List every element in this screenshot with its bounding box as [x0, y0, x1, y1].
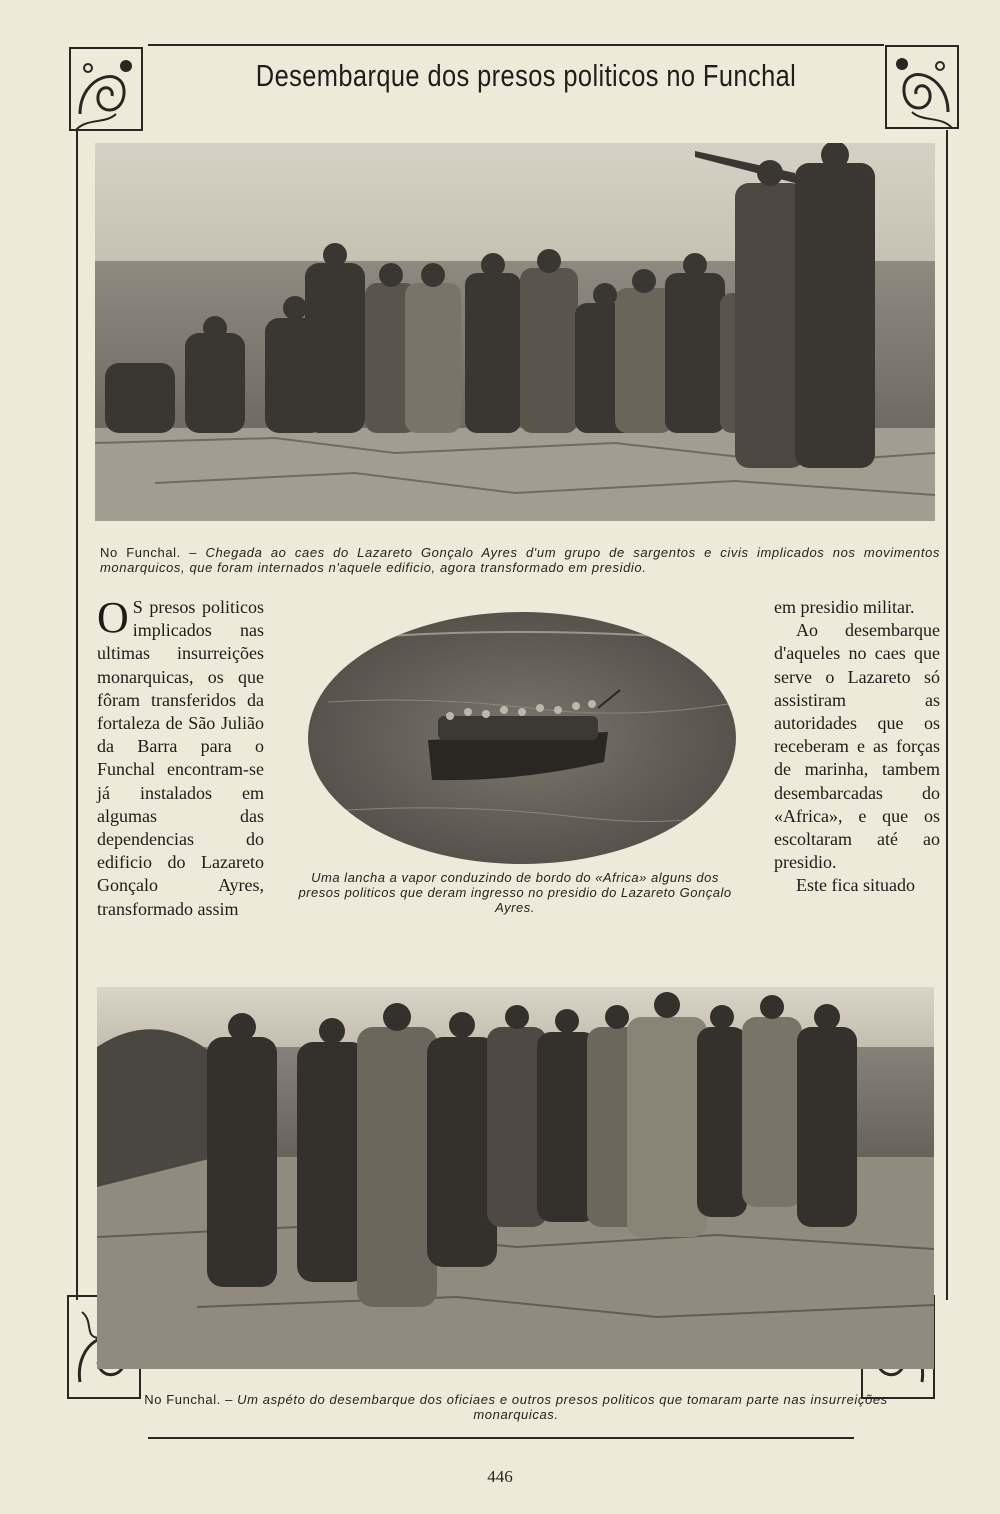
article-right-p2: Ao desembarque d'aqueles no caes que serve o Lazareto só assistiram as autoridades que os receberam e as forças de marinha, tambem desembarcadas do «Africa», e que os escoltaram até ao presidio. — [774, 620, 940, 873]
article-left-column — [97, 593, 264, 921]
frame-top-line — [148, 44, 884, 46]
frame-right-line — [946, 130, 948, 1300]
photo2-caption-lead: No Funchal. – — [144, 1392, 233, 1407]
photo-quay-arrival — [95, 143, 935, 521]
top-left-ornament — [66, 44, 146, 134]
photo-disembarkation — [97, 987, 934, 1369]
photo-launch-oval — [308, 612, 736, 864]
article-right-p3: Este fica situado — [796, 875, 915, 896]
article-right-column — [774, 596, 940, 898]
top-right-ornament — [882, 42, 962, 132]
photo2-caption — [136, 1392, 896, 1422]
photo1-caption-body: Chegada ao caes do Lazareto Gonçalo Ayres d'um grupo de sargentos e civis implicados nos movimentos monarquicos, que foram internados n'aquele edificio, agora transformado em presidio. — [100, 545, 940, 575]
page-number: 446 — [487, 1467, 513, 1486]
photo1-caption — [100, 545, 940, 575]
photo1-caption-lead: No Funchal. – — [100, 545, 198, 560]
frame-bottom-line — [148, 1437, 854, 1439]
page-title: Desembarque dos presos politicos no Funchal — [255, 58, 797, 93]
photo2-caption-body: Um aspéto do desembarque dos oficiaes e outros presos politicos que tomaram parte nas insurreições monarquicas. — [237, 1392, 888, 1422]
article-right-p1: em presidio militar. — [774, 597, 915, 617]
frame-left-line — [76, 130, 78, 1300]
article-left-text: S presos politicos implicados nas ultimas insurreições monarquicas, os que fôram transferidos da fortaleza de São Julião da Barra para o Funchal encontram-se já instalados em algumas das dependencias do edificio do Lazareto Gonçalo Ayres, transformado assim — [97, 597, 264, 919]
dropcap: O — [97, 593, 129, 642]
oval-photo-caption: Uma lancha a vapor conduzindo de bordo do «Africa» alguns dos presos politicos que deram ingresso no presidio do Lazareto Gonçalo Ayres. — [298, 870, 732, 915]
